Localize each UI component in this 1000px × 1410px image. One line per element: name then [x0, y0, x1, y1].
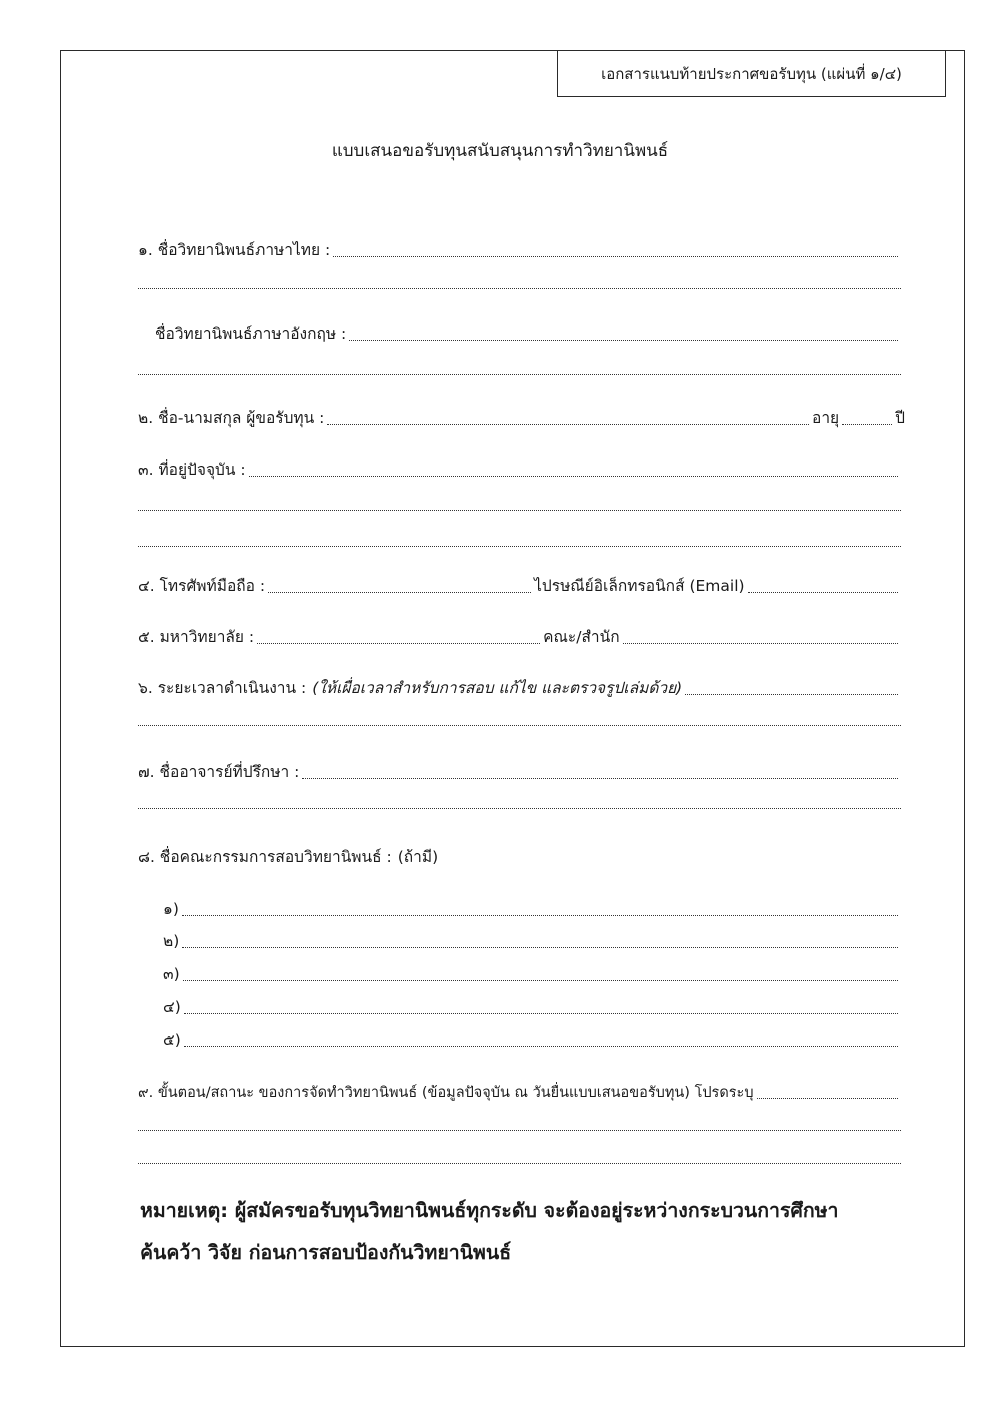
field-status [138, 1080, 901, 1104]
committee-item-1 [163, 897, 901, 921]
input-phone[interactable] [268, 592, 531, 593]
label-university: ๕. มหาวิทยาลัย : [138, 628, 255, 646]
label-thesis-en: ชื่อวิทยานิพนธ์ภาษาอังกฤษ : [155, 325, 347, 343]
committee-item-label: ๓) [163, 965, 180, 983]
remark-text-1: ผู้สมัครขอรับทุนวิทยานิพนธ์ทุกระดับ จะต้องอยู่ระหว่างกระบวนการศึกษา [228, 1199, 839, 1222]
input-advisor[interactable] [302, 778, 898, 779]
committee-item-label: ๔) [163, 998, 181, 1016]
remark-line-1 [140, 1190, 920, 1232]
label-age-unit: ปี [895, 409, 905, 427]
input-faculty[interactable] [623, 643, 898, 644]
label-committee-note: (ถ้ามี) [397, 848, 439, 866]
form-title: แบบเสนอขอรับทุนสนับสนุนการทำวิทยานิพนธ์ [331, 141, 669, 161]
label-name: ๒. ชื่อ-นามสกุล ผู้ขอรับทุน : [138, 409, 325, 427]
input-address[interactable] [249, 476, 898, 477]
input-duration-line2[interactable] [138, 725, 901, 726]
field-duration [138, 676, 901, 700]
input-address-line2[interactable] [138, 510, 901, 511]
committee-item-2 [163, 929, 901, 953]
input-age[interactable] [842, 424, 892, 425]
input-status-line3[interactable] [138, 1163, 901, 1164]
label-committee: ๘. ชื่อคณะกรรมการสอบวิทยานิพนธ์ : [138, 848, 392, 866]
input-committee-2[interactable] [182, 947, 898, 948]
field-thesis-th [138, 238, 901, 262]
committee-item-4 [163, 995, 901, 1019]
input-thesis-th[interactable] [333, 256, 898, 257]
attachment-header-box [557, 50, 946, 97]
input-committee-3[interactable] [183, 980, 898, 981]
committee-item-label: ๒) [163, 932, 180, 950]
label-duration-note: (ให้เผื่อเวลาสำหรับการสอบ แก้ไข และตรวจรูปเล่มด้วย) [312, 679, 683, 697]
field-university-faculty [138, 625, 901, 649]
input-thesis-en-line2[interactable] [138, 374, 901, 375]
label-thesis-th: ๑. ชื่อวิทยานิพนธ์ภาษาไทย : [138, 241, 331, 259]
label-phone: ๔. โทรศัพท์มือถือ : [138, 577, 266, 595]
label-faculty: คณะ/สำนัก [543, 628, 620, 646]
committee-item-label: ๑) [163, 900, 179, 918]
label-status: ๙. ขั้นตอน/สถานะ ของการจัดทำวิทยานิพนธ์ (ข้อมูลปัจจุบัน ณ วันยื่นแบบเสนอขอรับทุน) โปรดระบุ [138, 1085, 754, 1101]
input-committee-1[interactable] [182, 915, 898, 916]
committee-item-3 [163, 962, 901, 986]
input-thesis-th-line2[interactable] [138, 288, 901, 289]
label-email: ไปรษณีย์อิเล็กทรอนิกส์ (Email) [534, 577, 745, 595]
committee-item-5 [163, 1028, 901, 1052]
input-address-line3[interactable] [138, 546, 901, 547]
input-status-line2[interactable] [138, 1130, 901, 1131]
field-address [138, 458, 901, 482]
input-duration[interactable] [685, 694, 898, 695]
remark-text-2: ค้นคว้า วิจัย ก่อนการสอบป้องกันวิทยานิพนธ์ [140, 1241, 512, 1264]
field-phone-email [138, 574, 901, 598]
remark-label: หมายเหตุ: [140, 1199, 229, 1222]
input-status[interactable] [757, 1098, 898, 1099]
input-university[interactable] [257, 643, 540, 644]
input-thesis-en[interactable] [349, 340, 898, 341]
label-duration: ๖. ระยะเวลาดำเนินงาน : [138, 679, 307, 697]
committee-item-label: ๕) [163, 1031, 181, 1049]
field-committee [138, 845, 901, 869]
input-committee-4[interactable] [184, 1013, 898, 1014]
attachment-header-text: เอกสารแนบท้ายประกาศขอรับทุน (แผ่นที่ ๑/๔) [601, 64, 902, 83]
label-address: ๓. ที่อยู่ปัจจุบัน : [138, 461, 246, 479]
label-advisor: ๗. ชื่ออาจารย์ที่ปรึกษา : [138, 763, 300, 781]
remark-note [140, 1190, 920, 1274]
input-advisor-line2[interactable] [138, 808, 901, 809]
field-name [138, 406, 905, 430]
input-name[interactable] [327, 424, 809, 425]
label-age: อายุ [812, 409, 840, 427]
input-committee-5[interactable] [184, 1046, 898, 1047]
field-thesis-en [155, 322, 901, 346]
input-email[interactable] [748, 592, 898, 593]
field-advisor [138, 760, 901, 784]
